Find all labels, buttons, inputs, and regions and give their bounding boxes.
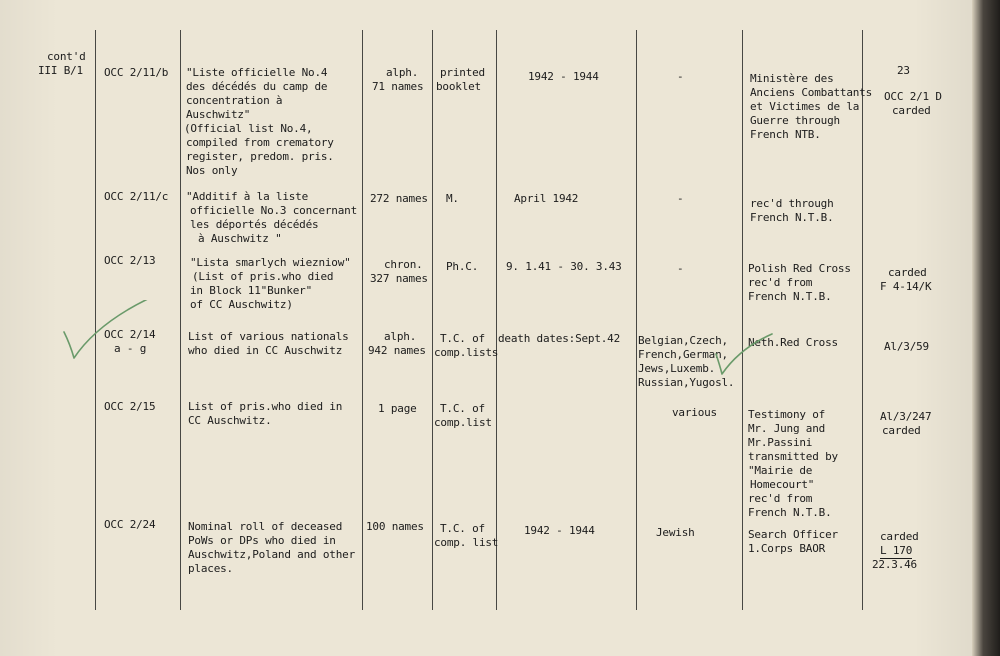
row-extent: 272 names: [370, 192, 428, 205]
row-extent: chron.: [384, 258, 423, 271]
row-source: French N.T.B.: [748, 290, 832, 303]
row-remarks: carded: [892, 104, 931, 117]
row-remarks: carded: [880, 530, 919, 543]
row-dates: April 1942: [514, 192, 579, 205]
row-remarks: Al/3/247: [880, 410, 932, 423]
row-extent: 942 names: [368, 344, 426, 357]
page-edge: [972, 0, 1000, 656]
check-mark-icon: [710, 330, 780, 380]
row-form: booklet: [436, 80, 481, 93]
row-ref: OCC 2/14: [104, 328, 156, 341]
row-source: 1.Corps BAOR: [748, 542, 826, 555]
row-form: M.: [446, 192, 459, 205]
row-remarks: F 4-14/K: [880, 280, 932, 293]
row-extent: 1 page: [378, 402, 417, 415]
record-card: cont'd III B/1 23 OCC 2/11/b "Liste officielle No.4 des décédés du camp de concentration à Auschwitz" (Official list No.4, compiled from crematory register, predom. pris. Nos only alph. 71 names printed booklet 1942 - 1944 - Ministère des Anciens Combattants et Victimes de la Guerre through French NTB. OCC 2/1 D carded OCC 2/11/c "Additif à la liste officielle No.3 concernant les déportés décédés à Auschwitz " 272 names M. April 1942 - rec'd through French N.T.B. OCC 2/13 "Lista smarlych wiezniow" (List of pris.who died in Block 11"Bunker" of CC Auschwitz) chron. 327 names Ph.C. 9. 1.41 - 30. 3.43 - Polish Red Cross rec'd from French N.T.B. carded F 4-14/K OCC 2/14 a - g List of various nationals who died in CC Auschwitz alph. 942 names T.C. of comp.lists death dates:Sept.42 Belgian,Czech, French,German, Jews,Luxemb. Russian,Yugosl. Neth.Red Cross Al/3/59 OCC 2/15 List of pris.who died in CC Auschwitz. 1 page T.C. of comp.list various Testimony of Mr. Jung and Mr.Passini transmitted by "Mairie de Homecourt" rec'd from French N.T.B. Al/3/247 carded OCC 2/24 Nominal roll of deceased PoWs or DPs who died in Auschwitz,Poland and other places. 100 names T.C. of comp. list 1942 - 1944 Jewish Search Officer 1.Corps BAOR carded L 170 22.3.46: [0, 0, 972, 656]
row-ref: a - g: [114, 342, 147, 355]
page-number: 23: [897, 64, 910, 77]
row-source: rec'd through: [750, 197, 834, 210]
column-rule: [496, 30, 497, 610]
row-description: List of pris.who died in: [188, 400, 343, 413]
row-form: comp. list: [434, 536, 499, 549]
contd-label: cont'd: [47, 50, 86, 63]
column-rule: [742, 30, 743, 610]
row-nationality: Russian,Yugosl.: [638, 376, 735, 389]
row-ref: OCC 2/24: [104, 518, 156, 531]
row-extent: 100 names: [366, 520, 424, 533]
row-remarks: L 170: [880, 544, 913, 557]
row-remarks: carded: [882, 424, 921, 437]
row-extent: alph.: [384, 330, 417, 343]
row-dates: death dates:Sept.42: [498, 332, 621, 345]
row-description: who died in CC Auschwitz: [188, 344, 343, 357]
row-remarks: Al/3/59: [884, 340, 929, 353]
section-label: III B/1: [38, 64, 83, 77]
row-remarks: OCC 2/1 D: [884, 90, 942, 103]
column-rule: [362, 30, 363, 610]
row-nationality: Belgian,Czech,: [638, 334, 728, 347]
row-nationality: various: [672, 406, 717, 419]
row-form: T.C. of: [440, 332, 485, 345]
row-source: French N.T.B.: [750, 211, 834, 224]
row-form: T.C. of: [440, 522, 485, 535]
row-extent: 327 names: [370, 272, 428, 285]
row-remarks: carded: [888, 266, 927, 279]
row-source: rec'd from: [748, 276, 813, 289]
row-description: CC Auschwitz.: [188, 414, 272, 427]
row-ref: OCC 2/11/b: [104, 66, 169, 79]
check-mark-icon: [58, 300, 168, 360]
row-ref: OCC 2/15: [104, 400, 156, 413]
row-dates: 1942 - 1944: [528, 70, 599, 83]
row-ref: OCC 2/11/c: [104, 190, 169, 203]
column-rule: [432, 30, 433, 610]
row-dates: 9. 1.41 - 30. 3.43: [506, 260, 622, 273]
row-nationality: -: [677, 70, 684, 83]
row-source: Neth.Red Cross: [748, 336, 838, 349]
row-nationality: -: [677, 192, 684, 205]
row-source: Polish Red Cross: [748, 262, 851, 275]
row-form: comp.list: [434, 416, 492, 429]
column-rule: [180, 30, 181, 610]
row-form: Ph.C.: [446, 260, 479, 273]
column-rule: [636, 30, 637, 610]
row-nationality: -: [677, 262, 684, 275]
row-form: comp.lists: [434, 346, 499, 359]
row-nationality: Jewish: [656, 526, 695, 539]
column-rule: [862, 30, 863, 610]
row-dates: 1942 - 1944: [524, 524, 595, 537]
row-remarks: 22.3.46: [872, 558, 917, 571]
row-extent: alph.: [386, 66, 419, 79]
row-form: printed: [440, 66, 485, 79]
row-form: T.C. of: [440, 402, 485, 415]
row-ref: OCC 2/13: [104, 254, 156, 267]
row-nationality: French,German,: [638, 348, 728, 361]
row-extent: 71 names: [372, 80, 424, 93]
row-description: List of various nationals: [188, 330, 349, 343]
row-nationality: Jews,Luxemb.: [638, 362, 716, 375]
row-source: Search Officer: [748, 528, 838, 541]
